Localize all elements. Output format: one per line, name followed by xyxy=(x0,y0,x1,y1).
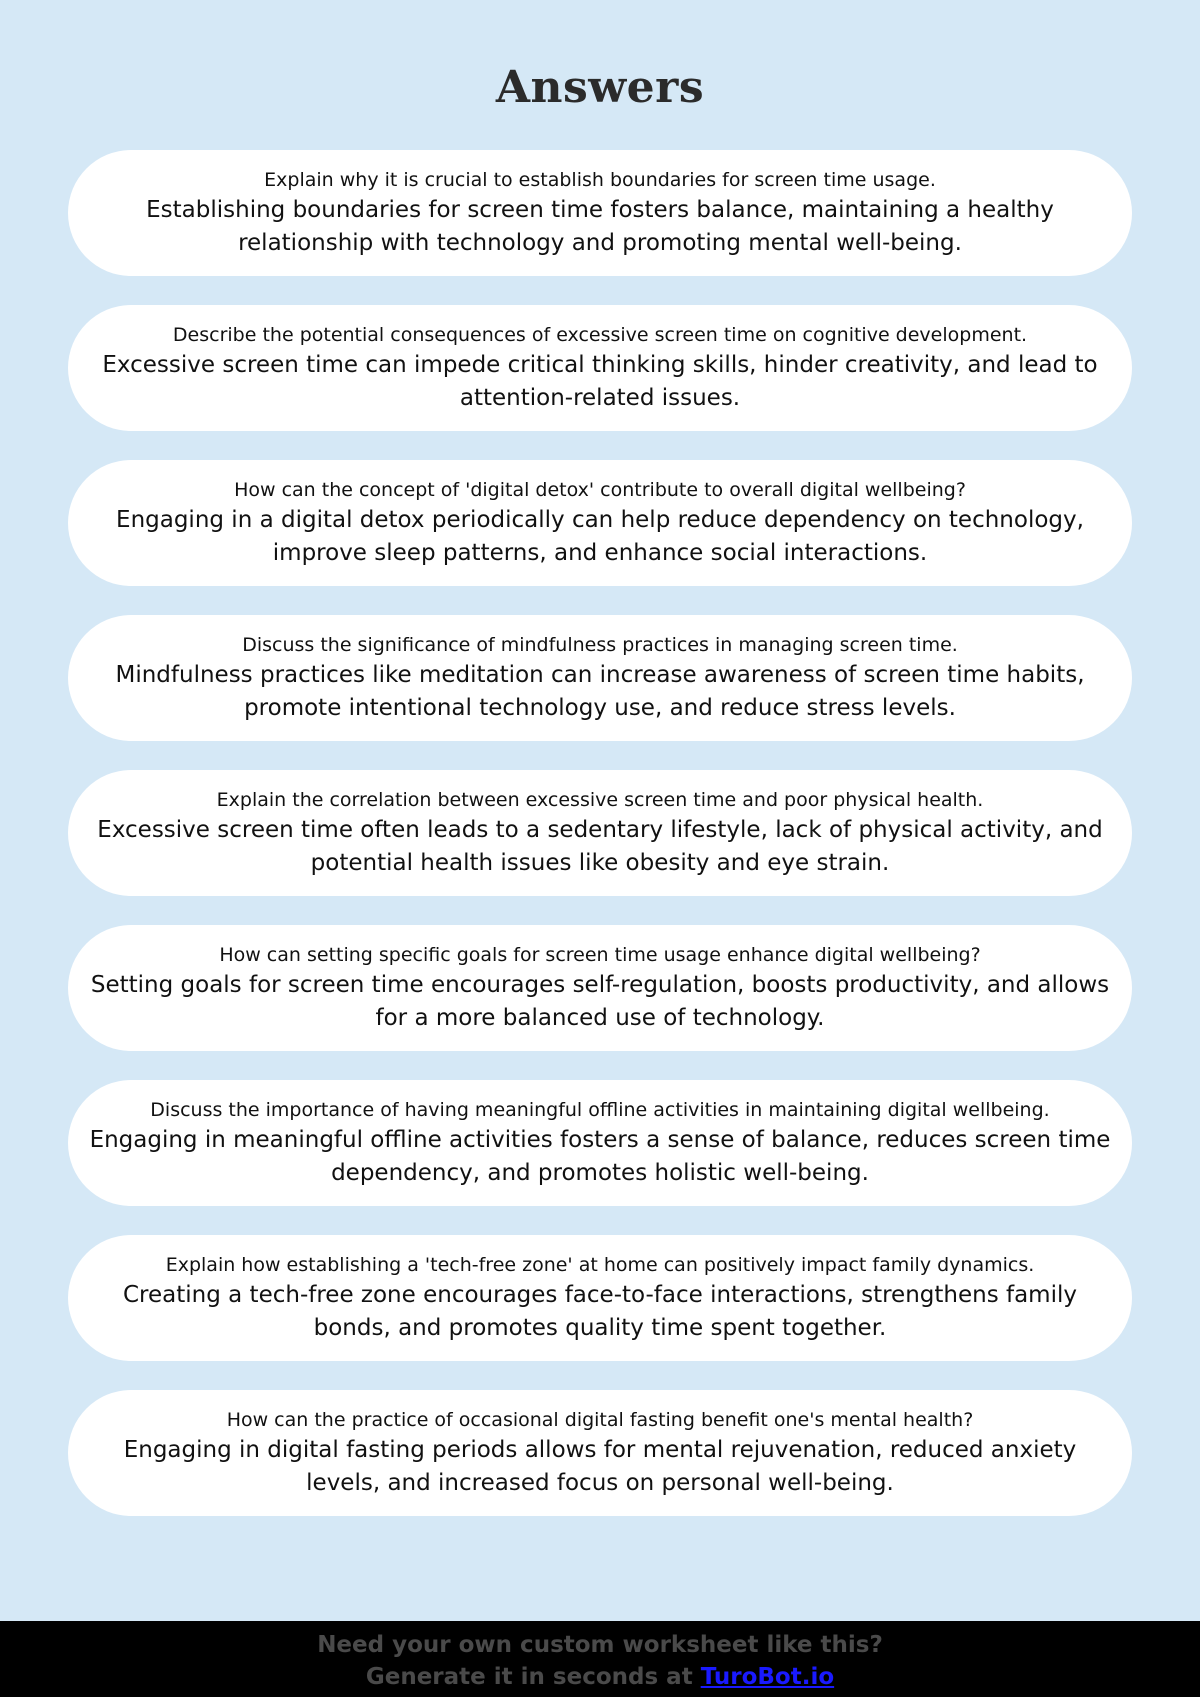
question-text: Explain how establishing a 'tech-free zone' at home can positively impact family dynamics. xyxy=(165,1254,1035,1276)
answer-card xyxy=(68,925,1132,1051)
turobot-link[interactable]: TuroBot.io xyxy=(700,1664,835,1690)
question-text: Explain why it is crucial to establish boundaries for screen time usage. xyxy=(264,169,936,191)
answer-text: Setting goals for screen time encourages self-regulation, boosts productivity, and allows for a more balanced use of technology. xyxy=(90,972,1110,1031)
question-text: Describe the potential consequences of excessive screen time on cognitive development. xyxy=(172,324,1028,346)
answer-text: Engaging in digital fasting periods allows for mental rejuvenation, reduced anxiety levels, and increased focus on personal well-being. xyxy=(123,1437,1077,1496)
answer-card xyxy=(68,1080,1132,1206)
answer-text: Engaging in a digital detox periodically can help reduce dependency on technology, improve sleep patterns, and enhance social interactions. xyxy=(116,507,1084,566)
answer-text: Mindfulness practices like meditation can increase awareness of screen time habits, promote intentional technology use, and reduce stress levels. xyxy=(115,662,1085,721)
footer-line-2-text: Generate it in seconds at xyxy=(365,1664,701,1690)
question-text: Explain the correlation between excessive screen time and poor physical health. xyxy=(216,789,984,811)
answer-card xyxy=(68,1235,1132,1361)
question-text: Discuss the significance of mindfulness practices in managing screen time. xyxy=(242,634,958,656)
answer-text: Excessive screen time can impede critical thinking skills, hinder creativity, and lead to attention-related issues. xyxy=(102,352,1098,411)
answer-list xyxy=(68,150,1132,1545)
question-text: How can setting specific goals for screen time usage enhance digital wellbeing? xyxy=(219,944,981,966)
answer-card xyxy=(68,770,1132,896)
answer-text: Creating a tech-free zone encourages face-to-face interactions, strengthens family bonds, and promotes quality time spent together. xyxy=(123,1282,1077,1341)
answer-card xyxy=(68,460,1132,586)
page-title: Answers xyxy=(495,62,705,113)
answer-card xyxy=(68,615,1132,741)
question-text: How can the concept of 'digital detox' contribute to overall digital wellbeing? xyxy=(234,479,966,501)
answer-text: Establishing boundaries for screen time fosters balance, maintaining a healthy relationship with technology and promoting mental well-being. xyxy=(146,197,1054,256)
question-text: How can the practice of occasional digital fasting benefit one's mental health? xyxy=(226,1409,974,1431)
footer-line-2 xyxy=(0,1661,1200,1693)
question-text: Discuss the importance of having meaningful offline activities in maintaining digital wellbeing. xyxy=(150,1099,1050,1121)
answer-text: Excessive screen time often leads to a sedentary lifestyle, lack of physical activity, and potential health issues like obesity and eye strain. xyxy=(97,817,1103,876)
footer-line-1: Need your own custom worksheet like this? xyxy=(317,1632,883,1658)
answer-card xyxy=(68,1390,1132,1516)
answer-text: Engaging in meaningful offline activities fosters a sense of balance, reduces screen time dependency, and promotes holistic well-being. xyxy=(89,1127,1111,1186)
footer-banner xyxy=(0,1621,1200,1697)
answer-card xyxy=(68,150,1132,276)
answer-card xyxy=(68,305,1132,431)
